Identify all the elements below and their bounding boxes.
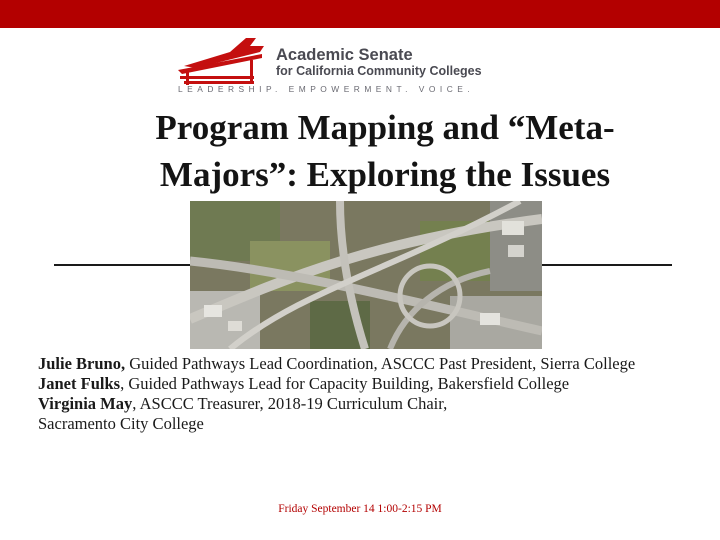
capitol-building-icon — [176, 32, 276, 88]
logo-name-line2: for California Community Colleges — [276, 64, 482, 78]
presenter-item — [38, 394, 708, 414]
slide-title: Program Mapping and “Meta-Majors”: Exploring the Issues — [155, 108, 615, 194]
divider-left — [54, 264, 192, 266]
logo-name-line1: Academic Senate — [276, 46, 413, 64]
presenter-item — [38, 374, 708, 394]
presenter-name: Janet Fulks — [38, 374, 121, 393]
presenter-item — [38, 414, 708, 434]
top-accent-bar — [0, 0, 720, 28]
divider-right — [538, 264, 672, 266]
session-date-time: Friday September 14 1:00-2:15 PM — [278, 503, 442, 515]
presenter-detail: , Guided Pathways Lead for Capacity Building, Bakersfield College — [120, 374, 570, 393]
aerial-highway-photo — [190, 201, 542, 349]
presenter-name: Virginia May — [38, 394, 133, 413]
presenter-detail: Guided Pathways Lead Coordination, ASCCC Past President, Sierra College — [125, 354, 636, 373]
presenter-detail: Sacramento City College — [38, 414, 204, 433]
presenter-name: Julie Bruno, — [38, 354, 126, 373]
presenter-list — [38, 354, 708, 434]
logo-tagline: LEADERSHIP. EMPOWERMENT. VOICE. — [178, 84, 475, 94]
asccc-logo — [176, 32, 516, 88]
presenter-item — [38, 354, 708, 374]
presenter-detail: , ASCCC Treasurer, 2018-19 Curriculum Chair, — [132, 394, 448, 413]
